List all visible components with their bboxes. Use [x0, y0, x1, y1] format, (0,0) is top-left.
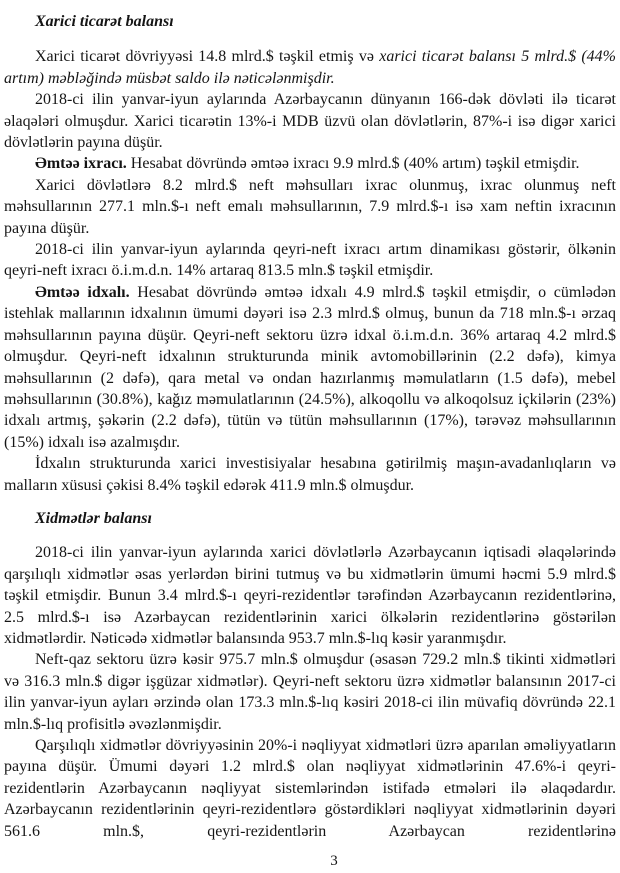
paragraph-services-overview	[4, 542, 616, 649]
text-run: 2018-ci ilin yanvar-iyun aylarında Azərbaycanın dünyanın 166-dək dövləti ilə ticarət əlaqələri olmuşdur. Xarici ticarətin 13%-i MDB üzvü olan dövlətlərin, 87%-i isə digər xarici dövlətlərin payına düşür.	[4, 91, 616, 152]
page-number-value: 3	[330, 853, 338, 869]
paragraph-goods-export	[4, 153, 616, 174]
paragraph-oil-export	[4, 175, 616, 239]
text-run-bold: Əmtəə idxalı.	[35, 283, 130, 301]
paragraph-import-structure	[4, 453, 616, 496]
paragraph-trade-turnover	[4, 46, 616, 89]
section-heading-services-balance: Xidmətlər balansı	[35, 509, 152, 527]
paragraph-oil-gas-deficit	[4, 649, 616, 735]
page-number	[0, 851, 620, 872]
text-run: Hesabat dövründə əmtəə ixracı 9.9 mlrd.$ (40% artım) təşkil etmişdir.	[126, 155, 580, 173]
text-run: Xarici dövlətlərə 8.2 mlrd.$ neft məhsulları ixrac olunmuş, ixrac olunmuş neft məhsullarının 277.1 mln.$-ı neft emalı məhsullarının, 7.9 mlrd.$-ı isə xam neftin ixracının payına düşür.	[4, 176, 616, 237]
text-run: 2018-ci ilin yanvar-iyun aylarında qeyri-neft ixracı artım dinamikası göstərir, ölkənin qeyri-neft ixracı ö.i.m.d.n. 14% artaraq 813.5 mln.$ təşkil etmişdir.	[4, 241, 616, 280]
paragraph-transport-services	[4, 735, 616, 842]
text-run: Hesabat dövründə əmtəə idxalı 4.9 mlrd.$ təşkil etmişdir, o cümlədən istehlak mallarının idxalının ümumi dəyəri isə 2.3 mlrd.$ olmuş, bunun da 718 mln.$-ı ərzaq məhsullarının payına düşür. Qeyri-neft sektoru üzrə idxal ö.i.m.d.n. 36% artaraq 4.2 mlrd.$ olmuşdur. Qeyri-neft idxalının strukturunda minik avtomobillərinin (2.2 dəfə), kimya məhsullarının (2 dəfə), qara metal və ondan hazırlanmış məmulatların (1.5 dəfə), mebel məhsullarının (30.8%), kağız məmulatlarının (24.5%), alkoqollu və alkoqolsuz içkilərin (23%) idxalı artmış, şəkərin (2.2 dəfə), tütün və tütün məhsullarının (17%), tərəvəz məhsullarının (15%) idxalı isə azalmışdır.	[4, 283, 616, 451]
text-run: Neft-qaz sektoru üzrə kəsir 975.7 mln.$ olmuşdur (əsasən 729.2 mln.$ tikinti xidmətləri və 316.3 mln.$ digər işgüzar xidmətlər). Qeyri-neft sektoru üzrə xidmətlər balansının 2017-ci ilin yanvar-iyun ayları ərzində olan 173.3 mln.$-lıq kəsiri 2018-ci ilin müvafiq dövründə 22.1 mln.$-lıq profisitlə əvəzlənmişdir.	[4, 651, 616, 733]
paragraph-trade-partners	[4, 89, 616, 153]
text-run-bold: Əmtəə ixracı.	[35, 155, 127, 173]
paragraph-non-oil-export	[4, 239, 616, 282]
text-run: 2018-ci ilin yanvar-iyun aylarında xarici dövlətlərlə Azərbaycanın iqtisadi əlaqələrində qarşılıqlı xidmətlər əsas yerlərdən birini tutmuş və bu xidmətlərin ümumi həcmi 5.9 mlrd.$ təşkil etmişdir. Bunun 3.4 mlrd.$-ı qeyri-rezidentlər tərəfindən Azərbaycanın rezidentlərinə, 2.5 mlrd.$-ı isə Azərbaycan rezidentlərinin xarici ölkələrin rezidentlərinə göstərilən xidmətlərdir. Nəticədə xidmətlər balansında 953.7 mln.$-lıq kəsir yaranmışdır.	[4, 544, 616, 647]
text-run: İdxalın strukturunda xarici investisiyalar hesabına gətirilmiş maşın-avadanlıqların və malların xüsusi çəkisi 8.4% təşkil edərək 411.9 mln.$ olmuşdur.	[4, 455, 616, 494]
text-run-italic: xarici ticarət balansı 5 mlrd.$ (44% artım) məbləğində müsbət saldo ilə nəticələnmişdir.	[4, 48, 617, 87]
text-run: Xarici ticarət dövriyyəsi 14.8 mlrd.$ təşkil etmiş və	[35, 48, 380, 66]
section-heading-trade-balance: Xarici ticarət balansı	[35, 13, 174, 30]
paragraph-goods-import	[4, 282, 616, 453]
text-run: Qarşılıqlı xidmətlər dövriyyəsinin 20%-i nəqliyyat xidmətləri üzrə aparılan əməliyyatların payına düşür. Ümumi dəyəri 1.2 mlrd.$ olan nəqliyyat xidmətlərinin 47.6%-i qeyri-rezidentlərin Azərbaycanın nəqliyyat sistemlərindən istifadə etmələri ilə əlaqədardır. Azərbaycanın rezidentlərinin qeyri-rezidentlərə göstərdikləri nəqliyyat xidmətlərinin dəyəri 561.6 mln.$, qeyri-rezidentlərin Azərbaycan rezidentlərinə	[4, 737, 616, 840]
